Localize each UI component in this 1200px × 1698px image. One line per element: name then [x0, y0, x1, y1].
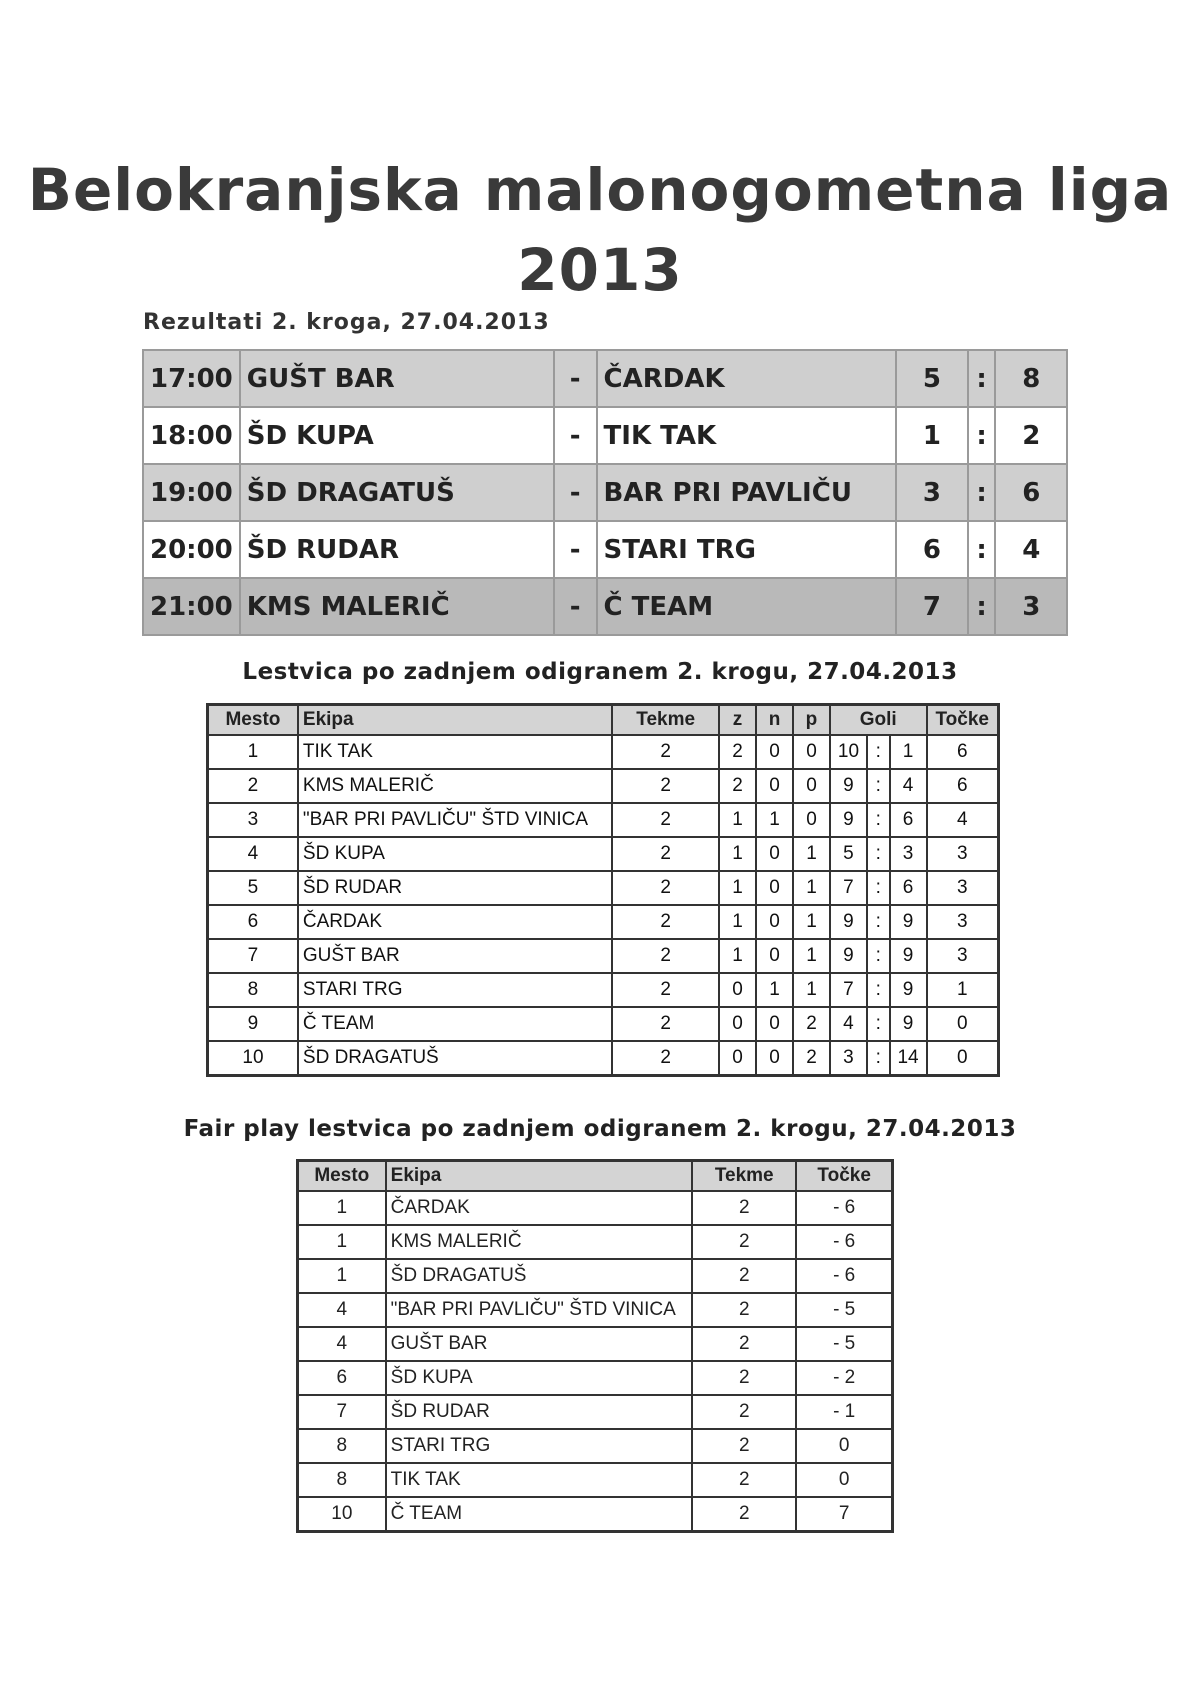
rank: 7: [298, 1395, 386, 1429]
away-score: 2: [995, 407, 1067, 464]
goals-separator: :: [867, 939, 890, 973]
score-separator: :: [968, 464, 996, 521]
team-name: KMS MALERIČ: [298, 769, 612, 803]
goals-for: 5: [830, 837, 867, 871]
wins: 1: [719, 871, 756, 905]
header-tocke: Točke: [927, 705, 999, 736]
rank: 1: [298, 1259, 386, 1293]
result-row: [143, 464, 1067, 521]
header-tekme: Tekme: [612, 705, 719, 736]
home-score: 7: [896, 578, 967, 635]
goals-separator: :: [867, 1007, 890, 1041]
away-team: Č TEAM: [597, 578, 897, 635]
games-played: 2: [692, 1361, 796, 1395]
goals-against: 1: [890, 735, 927, 769]
goals-for: 7: [830, 871, 867, 905]
team-name: ČARDAK: [386, 1191, 693, 1225]
header-tekme: Tekme: [692, 1161, 796, 1192]
points: 3: [927, 939, 999, 973]
team-name: TIK TAK: [386, 1463, 693, 1497]
standings-row: [208, 1007, 999, 1041]
losses: 1: [793, 871, 830, 905]
rank: 7: [208, 939, 298, 973]
fairplay-points: - 1: [796, 1395, 892, 1429]
games-played: 2: [612, 905, 719, 939]
points: 6: [927, 735, 999, 769]
result-row: [143, 578, 1067, 635]
wins: 0: [719, 973, 756, 1007]
away-team: TIK TAK: [597, 407, 897, 464]
home-score: 5: [896, 350, 967, 407]
losses: 0: [793, 735, 830, 769]
fairplay-points: - 5: [796, 1293, 892, 1327]
draws: 1: [756, 973, 793, 1007]
goals-against: 9: [890, 973, 927, 1007]
rank: 8: [298, 1463, 386, 1497]
points: 6: [927, 769, 999, 803]
fairplay-points: - 6: [796, 1191, 892, 1225]
games-played: 2: [612, 871, 719, 905]
games-played: 2: [612, 973, 719, 1007]
draws: 0: [756, 939, 793, 973]
vs-dash: -: [554, 350, 597, 407]
losses: 1: [793, 837, 830, 871]
results-table: [142, 349, 1068, 636]
draws: 0: [756, 1041, 793, 1076]
match-time: 18:00: [143, 407, 240, 464]
vs-dash: -: [554, 464, 597, 521]
fairplay-row: [298, 1395, 893, 1429]
fairplay-row: [298, 1497, 893, 1532]
goals-separator: :: [867, 803, 890, 837]
games-played: 2: [692, 1429, 796, 1463]
wins: 1: [719, 939, 756, 973]
games-played: 2: [612, 939, 719, 973]
wins: 0: [719, 1041, 756, 1076]
score-separator: :: [968, 350, 996, 407]
home-team: KMS MALERIČ: [240, 578, 554, 635]
standings-row: [208, 973, 999, 1007]
rank: 10: [298, 1497, 386, 1532]
fairplay-row: [298, 1259, 893, 1293]
draws: 0: [756, 871, 793, 905]
rank: 4: [298, 1327, 386, 1361]
rank: 8: [208, 973, 298, 1007]
draws: 0: [756, 1007, 793, 1041]
goals-against: 4: [890, 769, 927, 803]
wins: 1: [719, 905, 756, 939]
header-goli: Goli: [830, 705, 927, 736]
rank: 10: [208, 1041, 298, 1076]
games-played: 2: [612, 769, 719, 803]
goals-for: 4: [830, 1007, 867, 1041]
losses: 1: [793, 973, 830, 1007]
goals-separator: :: [867, 735, 890, 769]
team-name: "BAR PRI PAVLIČU" ŠTD VINICA: [298, 803, 612, 837]
team-name: ČARDAK: [298, 905, 612, 939]
losses: 1: [793, 905, 830, 939]
header-mesto: Mesto: [208, 705, 298, 736]
results-subtitle: Rezultati 2. kroga, 27.04.2013: [143, 310, 550, 335]
rank: 4: [208, 837, 298, 871]
goals-separator: :: [867, 769, 890, 803]
vs-dash: -: [554, 578, 597, 635]
games-played: 2: [692, 1497, 796, 1532]
wins: 2: [719, 735, 756, 769]
standings-row: [208, 769, 999, 803]
rank: 6: [208, 905, 298, 939]
header-tocke: Točke: [796, 1161, 892, 1192]
games-played: 2: [612, 1041, 719, 1076]
rank: 1: [208, 735, 298, 769]
page-title: [0, 150, 1200, 310]
team-name: Č TEAM: [298, 1007, 612, 1041]
games-played: 2: [692, 1463, 796, 1497]
goals-for: 7: [830, 973, 867, 1007]
goals-for: 9: [830, 939, 867, 973]
score-separator: :: [968, 578, 996, 635]
header-ekipa: Ekipa: [298, 705, 612, 736]
team-name: ŠD DRAGATUŠ: [298, 1041, 612, 1076]
fairplay-points: - 5: [796, 1327, 892, 1361]
header-n: n: [756, 705, 793, 736]
fairplay-row: [298, 1191, 893, 1225]
standings-header-row: [208, 705, 999, 736]
games-played: 2: [692, 1293, 796, 1327]
vs-dash: -: [554, 521, 597, 578]
rank: 1: [298, 1225, 386, 1259]
team-name: STARI TRG: [298, 973, 612, 1007]
match-time: 19:00: [143, 464, 240, 521]
home-score: 6: [896, 521, 967, 578]
home-team: GUŠT BAR: [240, 350, 554, 407]
goals-for: 10: [830, 735, 867, 769]
losses: 0: [793, 803, 830, 837]
goals-for: 3: [830, 1041, 867, 1076]
team-name: ŠD RUDAR: [386, 1395, 693, 1429]
home-score: 3: [896, 464, 967, 521]
header-ekipa: Ekipa: [386, 1161, 693, 1192]
points: 0: [927, 1041, 999, 1076]
match-time: 21:00: [143, 578, 240, 635]
games-played: 2: [692, 1191, 796, 1225]
vs-dash: -: [554, 407, 597, 464]
title-line-1: Belokranjska malonogometna liga: [27, 156, 1173, 224]
title-line-2: 2013: [517, 236, 683, 304]
team-name: GUŠT BAR: [298, 939, 612, 973]
team-name: ŠD DRAGATUŠ: [386, 1259, 693, 1293]
standings-table: [206, 703, 1000, 1077]
score-separator: :: [968, 407, 996, 464]
points: 1: [927, 973, 999, 1007]
home-team: ŠD RUDAR: [240, 521, 554, 578]
losses: 0: [793, 769, 830, 803]
goals-separator: :: [867, 1041, 890, 1076]
team-name: GUŠT BAR: [386, 1327, 693, 1361]
standings-row: [208, 905, 999, 939]
team-name: STARI TRG: [386, 1429, 693, 1463]
match-time: 20:00: [143, 521, 240, 578]
header-z: z: [719, 705, 756, 736]
goals-separator: :: [867, 905, 890, 939]
standings-row: [208, 871, 999, 905]
fairplay-points: 0: [796, 1429, 892, 1463]
points: 4: [927, 803, 999, 837]
rank: 6: [298, 1361, 386, 1395]
goals-against: 6: [890, 803, 927, 837]
goals-for: 9: [830, 803, 867, 837]
losses: 2: [793, 1041, 830, 1076]
fairplay-points: 0: [796, 1463, 892, 1497]
result-row: [143, 407, 1067, 464]
goals-separator: :: [867, 837, 890, 871]
fairplay-points: - 2: [796, 1361, 892, 1395]
home-team: ŠD DRAGATUŠ: [240, 464, 554, 521]
wins: 1: [719, 837, 756, 871]
result-row: [143, 350, 1067, 407]
rank: 5: [208, 871, 298, 905]
header-p: p: [793, 705, 830, 736]
match-time: 17:00: [143, 350, 240, 407]
wins: 2: [719, 769, 756, 803]
wins: 1: [719, 803, 756, 837]
draws: 0: [756, 769, 793, 803]
games-played: 2: [612, 803, 719, 837]
fairplay-header-row: [298, 1161, 893, 1192]
fairplay-heading: Fair play lestvica po zadnjem odigranem 2. krogu, 27.04.2013: [183, 1116, 1017, 1142]
fairplay-row: [298, 1463, 893, 1497]
fairplay-points: - 6: [796, 1259, 892, 1293]
standings-row: [208, 939, 999, 973]
draws: 0: [756, 837, 793, 871]
fairplay-row: [298, 1327, 893, 1361]
fairplay-row: [298, 1225, 893, 1259]
rank: 3: [208, 803, 298, 837]
away-team: ČARDAK: [597, 350, 897, 407]
result-row: [143, 521, 1067, 578]
standings-heading: Lestvica po zadnjem odigranem 2. krogu, 27.04.2013: [242, 659, 958, 685]
goals-against: 3: [890, 837, 927, 871]
games-played: 2: [692, 1259, 796, 1293]
losses: 2: [793, 1007, 830, 1041]
away-score: 6: [995, 464, 1067, 521]
losses: 1: [793, 939, 830, 973]
draws: 0: [756, 735, 793, 769]
games-played: 2: [612, 1007, 719, 1041]
fairplay-points: 7: [796, 1497, 892, 1532]
points: 3: [927, 837, 999, 871]
team-name: ŠD RUDAR: [298, 871, 612, 905]
goals-against: 9: [890, 1007, 927, 1041]
fairplay-table: [296, 1159, 894, 1533]
goals-for: 9: [830, 769, 867, 803]
draws: 0: [756, 905, 793, 939]
away-team: STARI TRG: [597, 521, 897, 578]
home-team: ŠD KUPA: [240, 407, 554, 464]
games-played: 2: [612, 735, 719, 769]
standings-row: [208, 803, 999, 837]
away-score: 3: [995, 578, 1067, 635]
fairplay-row: [298, 1429, 893, 1463]
rank: 4: [298, 1293, 386, 1327]
games-played: 2: [692, 1327, 796, 1361]
team-name: Č TEAM: [386, 1497, 693, 1532]
goals-against: 9: [890, 939, 927, 973]
away-team: BAR PRI PAVLIČU: [597, 464, 897, 521]
fairplay-row: [298, 1361, 893, 1395]
away-score: 8: [995, 350, 1067, 407]
games-played: 2: [692, 1395, 796, 1429]
points: 3: [927, 871, 999, 905]
team-name: ŠD KUPA: [386, 1361, 693, 1395]
goals-separator: :: [867, 973, 890, 1007]
games-played: 2: [612, 837, 719, 871]
wins: 0: [719, 1007, 756, 1041]
rank: 9: [208, 1007, 298, 1041]
team-name: "BAR PRI PAVLIČU" ŠTD VINICA: [386, 1293, 693, 1327]
standings-row: [208, 1041, 999, 1076]
header-mesto: Mesto: [298, 1161, 386, 1192]
goals-for: 9: [830, 905, 867, 939]
points: 3: [927, 905, 999, 939]
away-score: 4: [995, 521, 1067, 578]
fairplay-points: - 6: [796, 1225, 892, 1259]
rank: 2: [208, 769, 298, 803]
points: 0: [927, 1007, 999, 1041]
team-name: KMS MALERIČ: [386, 1225, 693, 1259]
home-score: 1: [896, 407, 967, 464]
games-played: 2: [692, 1225, 796, 1259]
rank: 1: [298, 1191, 386, 1225]
goals-against: 6: [890, 871, 927, 905]
standings-row: [208, 735, 999, 769]
team-name: ŠD KUPA: [298, 837, 612, 871]
draws: 1: [756, 803, 793, 837]
team-name: TIK TAK: [298, 735, 612, 769]
score-separator: :: [968, 521, 996, 578]
fairplay-row: [298, 1293, 893, 1327]
rank: 8: [298, 1429, 386, 1463]
goals-against: 14: [890, 1041, 927, 1076]
goals-against: 9: [890, 905, 927, 939]
goals-separator: :: [867, 871, 890, 905]
standings-row: [208, 837, 999, 871]
